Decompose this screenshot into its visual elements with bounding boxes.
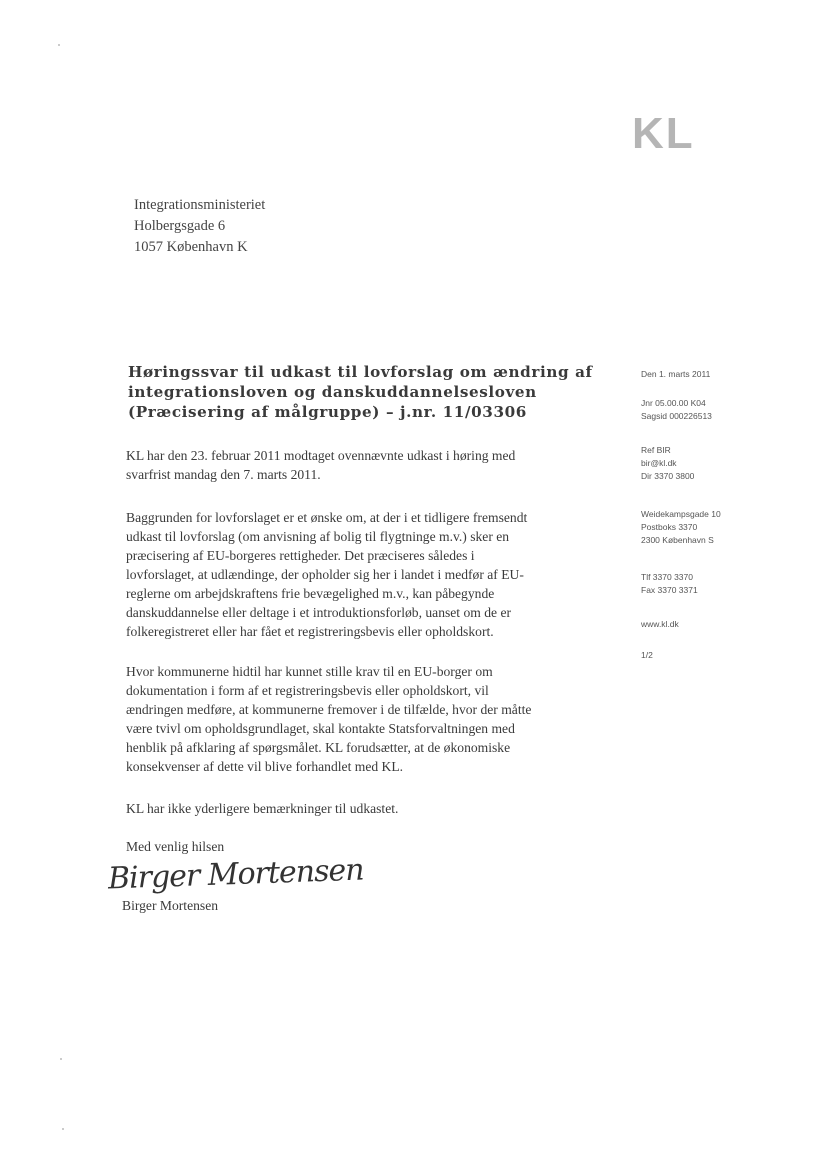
greeting: Med venlig hilsen — [126, 839, 225, 854]
scan-speck — [62, 1128, 64, 1130]
kl-logo: KL — [632, 109, 695, 158]
website: www.kl.dk — [641, 619, 679, 629]
body-line: konsekvenser af dette vil blive forhandlet med KL. — [126, 759, 404, 774]
signer-name: Birger Mortensen — [122, 898, 219, 913]
scan-speck — [58, 44, 60, 46]
body-line: reglerne om arbejdskraftens frie bevægelighed m.v., kan påbegynde — [126, 586, 495, 601]
case-numbers — [641, 397, 712, 423]
paragraph-background — [126, 508, 527, 641]
recipient-address — [134, 195, 265, 258]
body-line: ændringen medføre, at kommunerne fremover i de tilfælde, hvor der måtte — [126, 702, 532, 717]
street: Weidekampsgade 10 — [641, 509, 721, 519]
journal-number: Jnr 05.00.00 K04 — [641, 398, 706, 408]
paragraph-closing: KL har ikke yderligere bemærkninger til udkastet. — [126, 801, 399, 816]
scan-speck — [60, 1058, 62, 1060]
body-line: folkeregistreret eller har fået et registreringsbevis eller opholdskort. — [126, 624, 494, 639]
email: bir@kl.dk — [641, 458, 677, 468]
letter-date: Den 1. marts 2011 — [641, 369, 711, 379]
reference-block — [641, 444, 694, 483]
sender-address — [641, 508, 721, 547]
postbox: Postboks 3370 — [641, 522, 698, 532]
reference: Ref BIR — [641, 445, 671, 455]
contact-numbers — [641, 571, 698, 597]
body-line: være tvivl om opholdsgrundlaget, skal kontakte Statsforvaltningen med — [126, 721, 515, 736]
body-line: danskuddannelse eller deltage i et introduktionsforløb, uanset om de er — [126, 605, 512, 620]
body-line: svarfrist mandag den 7. marts 2011. — [126, 467, 321, 482]
address-line: Holbergsgade 6 — [134, 218, 226, 234]
page-number: 1/2 — [641, 650, 653, 660]
direct-phone: Dir 3370 3800 — [641, 471, 695, 481]
telephone: Tlf 3370 3370 — [641, 572, 693, 582]
body-line: lovforslaget, at udlændinge, der opholder sig her i landet i medfør af EU- — [126, 567, 524, 582]
body-line: Hvor kommunerne hidtil har kunnet stille krav til en EU-borger om — [126, 664, 493, 679]
body-line: præcisering af EU-borgeres rettigheder. Det præciseres således i — [126, 548, 475, 563]
heading-line: (Præcisering af målgruppe) – j.nr. 11/03306 — [128, 403, 527, 421]
paragraph-receipt — [126, 446, 515, 484]
handwritten-signature: Birger Mortensen — [107, 852, 365, 897]
heading-line: integrationsloven og danskuddannelsesloven — [128, 383, 537, 401]
body-line: udkast til lovforslag (om anvisning af bolig til flygtninge m.v.) sker en — [126, 529, 510, 544]
city: 2300 København S — [641, 535, 714, 545]
letter-heading — [128, 362, 598, 422]
body-line: KL har den 23. februar 2011 modtaget ovennævnte udkast i høring med — [126, 448, 516, 463]
address-line: 1057 København K — [134, 239, 248, 255]
body-line: Baggrunden for lovforslaget er et ønske om, at der i et tidligere fremsendt — [126, 510, 528, 525]
fax: Fax 3370 3371 — [641, 585, 698, 595]
body-line: henblik på afklaring af spørgsmålet. KL forudsætter, at de økonomiske — [126, 740, 511, 755]
address-line: Integrationsministeriet — [134, 197, 266, 213]
heading-line: Høringssvar til udkast til lovforslag om ændring af — [128, 363, 593, 381]
body-line: dokumentation i form af et registreringsbevis eller opholdskort, vil — [126, 683, 489, 698]
case-id: Sagsid 000226513 — [641, 411, 712, 421]
paragraph-consequences — [126, 662, 531, 776]
